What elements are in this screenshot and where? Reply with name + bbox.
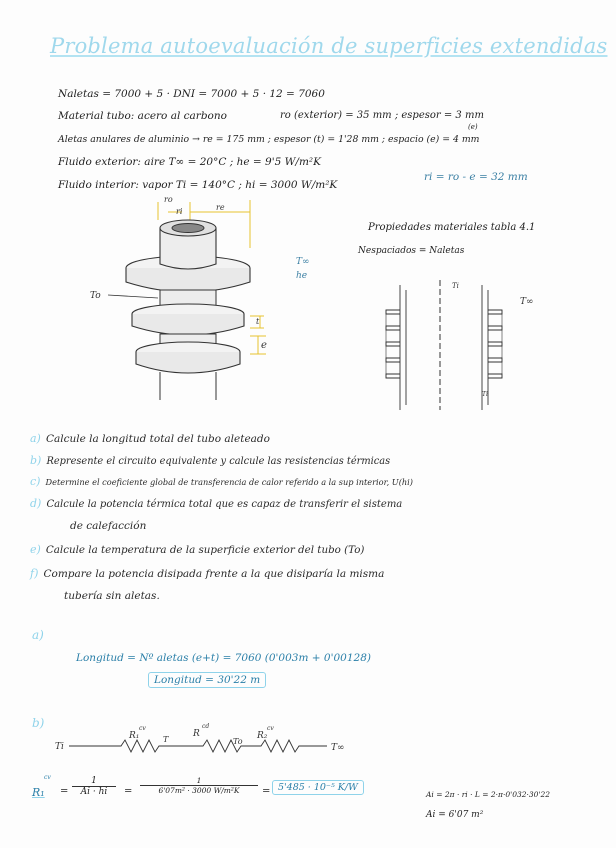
given-line-1: Naletas = 7000 + 5 · DNI = 7000 + 5 · 12 = 7060 [58,88,325,100]
schematic-label-Ti2: Ti [482,391,488,398]
area-formula: Ai = 2π · ri · L = 2·π·0'032·30'22 [426,790,551,799]
question-text: tubería sin aletas. [64,590,160,602]
label-ri: ri [176,207,183,216]
question-b [30,449,390,468]
circuit-To: To [233,737,243,746]
label-To: To [90,291,101,301]
given-line-2b: ro (exterior) = 35 mm ; espesor = 3 mm [280,110,484,121]
question-d [30,492,402,511]
eq-den-1: Ai · hi [80,787,108,797]
circuit-R: R [193,729,200,739]
cross-section-schematic [370,270,560,420]
question-letter: d) [30,497,42,510]
circuit-R1: R₁ [129,731,140,741]
circuit-R-sup: cd [202,723,210,730]
question-c [30,470,413,489]
label-re: re [216,203,225,212]
question-letter: e) [30,543,41,556]
eq-result: 5'485 · 10⁻⁵ K/W [272,780,364,795]
eq-num-1: 1 [72,776,116,787]
question-f [30,562,384,581]
circuit-T: T [163,735,169,744]
ri-note: ri = ro - e = 32 mm [424,171,528,183]
given-line-2c: (e) [468,123,478,131]
eq-fraction-2 [140,776,258,795]
label-he: he [296,271,308,281]
properties-note: Nespaciados = Naletas [358,246,465,256]
question-text: Determine el coeficiente global de transferencia de calor referido a la sup interior, U(hi) [45,477,413,487]
eq-fraction-1 [72,776,116,797]
eq-den-2: 6'07m² · 3000 W/m²K [158,786,240,795]
thermal-circuit [55,722,365,762]
question-text: Calcule la potencia térmica total que es capaz de transferir el sistema [46,499,403,510]
page-title: Problema autoevaluación de superficies extendidas [50,34,608,58]
circuit-R2: R₂ [257,731,268,741]
finned-tube-drawing [90,190,330,425]
answer-a-formula: Longitud = Nº aletas (e+t) = 7060 (0'003m + 0'00128) [76,652,371,664]
answer-b-letter: b) [32,716,45,730]
question-text: Calcule la longitud total del tubo aleteado [45,433,270,445]
given-line-4: Fluido exterior: aire T∞ = 20°C ; he = 9'5 W/m²K [58,156,321,168]
schematic-label-Tinf: T∞ [520,297,534,307]
question-e [30,538,364,557]
question-text: Compare la potencia disipada frente a la que disiparía la misma [43,568,385,580]
label-e: e [261,340,267,351]
label-t: t [256,317,260,326]
question-a [30,427,270,446]
question-letter: c) [30,475,41,488]
eq-lhs-sup: cv [44,774,51,781]
eq-lhs: R₁ [32,786,45,799]
question-letter: b) [30,454,42,467]
answer-a-letter: a) [32,628,44,642]
properties-title: Propiedades materiales tabla 4.1 [368,222,536,233]
circuit-Tinf: T∞ [331,743,345,753]
question-text: de calefacción [70,520,147,532]
label-Tinf: T∞ [296,257,310,267]
question-d-cont [70,514,146,533]
question-letter: a) [30,432,41,445]
given-line-3: Aletas anulares de aluminio → re = 175 mm ; espesor (t) = 1'28 mm ; espacio (e) = 4 mm [58,134,480,145]
question-text: Calcule la temperatura de la superficie exterior del tubo (To) [45,544,365,556]
circuit-R2-sup: cv [267,725,274,732]
question-f-cont [64,584,160,603]
question-text: Represente el circuito equivalente y calcule las resistencias térmicas [46,456,391,467]
eq-num-2: 1 [140,776,258,786]
circuit-R1-sup: cv [139,725,146,732]
given-line-2a: Material tubo: acero al carbono [58,110,227,122]
answer-a-result: Longitud = 30'22 m [148,672,266,688]
circuit-Ti: Ti [55,742,64,752]
label-ro: ro [164,195,173,204]
question-letter: f) [30,567,39,580]
schematic-label-Ti: Ti [452,282,459,290]
given-line-5: Fluido interior: vapor Ti = 140°C ; hi = 3000 W/m²K [58,179,338,191]
area-result: Ai = 6'07 m² [426,810,484,820]
